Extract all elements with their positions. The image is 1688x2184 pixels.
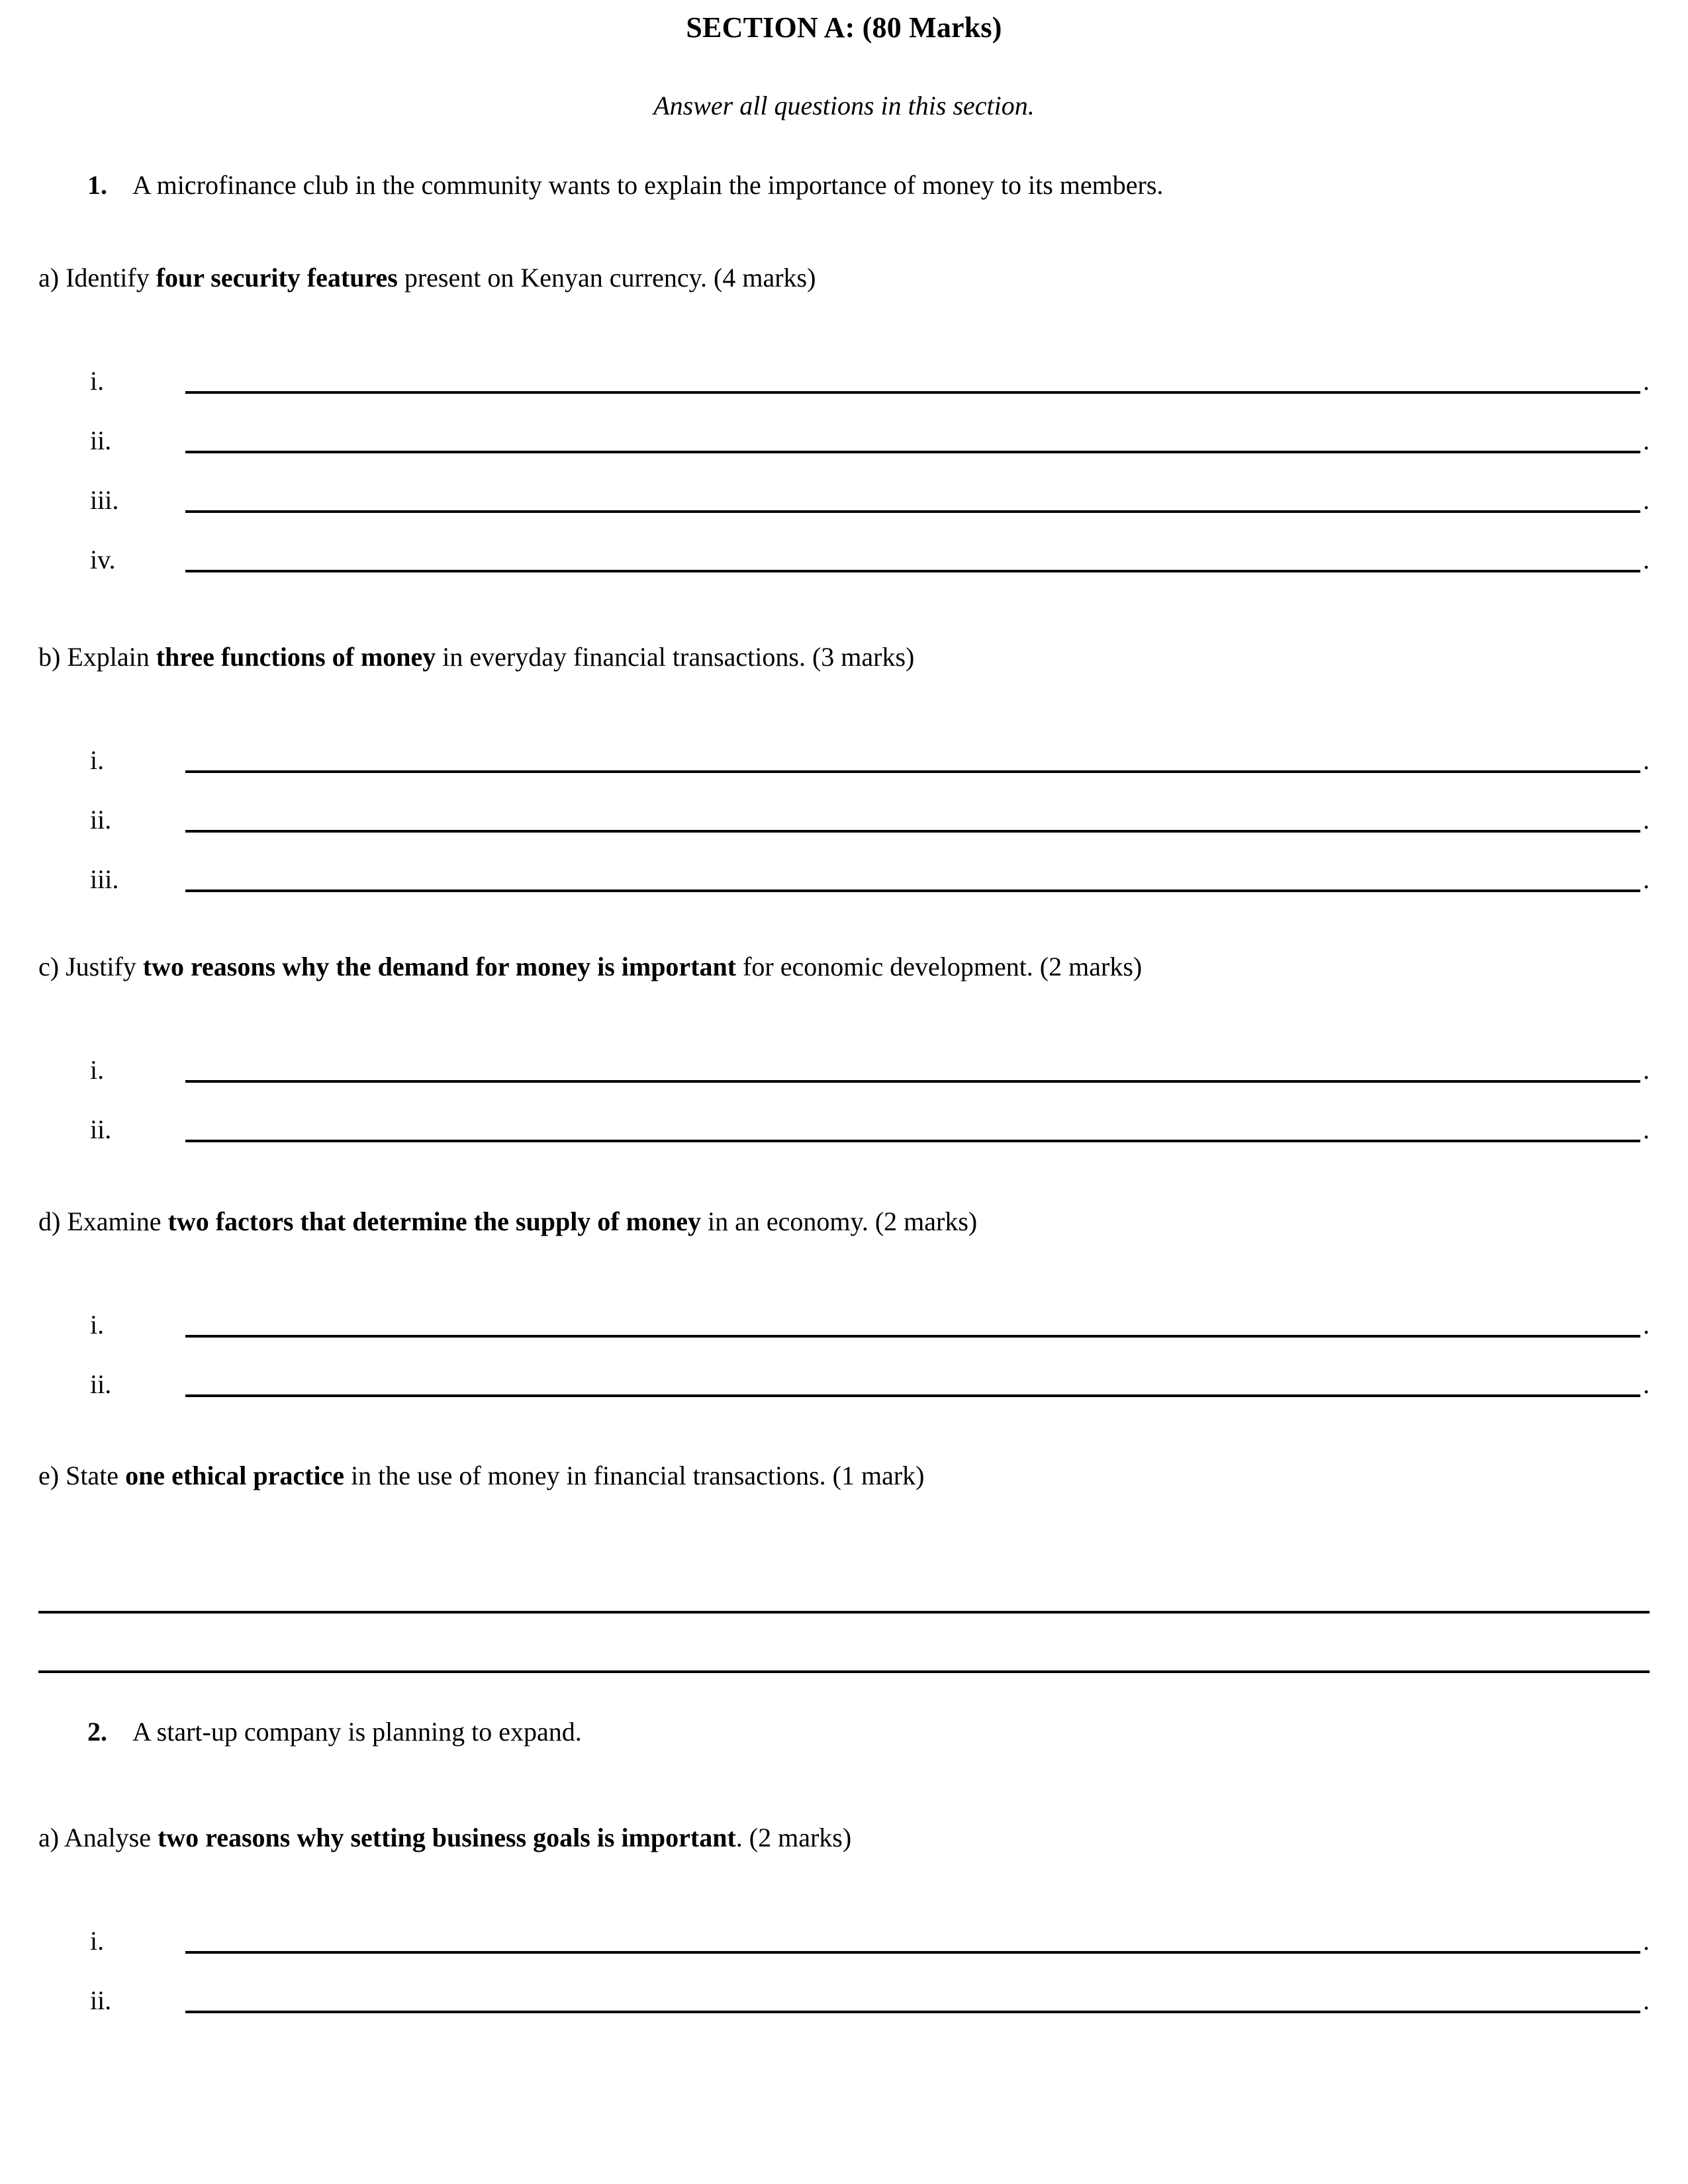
line-terminator: . — [1643, 366, 1650, 396]
part-keyphrase: three functions of money — [156, 642, 436, 672]
part-keyphrase: two reasons why setting business goals is important — [157, 1823, 736, 1852]
roman-numeral: ii. — [90, 1985, 112, 2015]
write-in-rule[interactable] — [185, 1080, 1640, 1083]
line-terminator: . — [1643, 1115, 1650, 1144]
part-label: d) Examine — [38, 1206, 168, 1236]
part-keyphrase: two reasons why the demand for money is important — [142, 952, 737, 981]
write-in-rule[interactable] — [38, 1670, 1650, 1673]
roman-numeral: i. — [90, 366, 105, 396]
section-instruction: Answer all questions in this section. — [653, 91, 1035, 120]
question-part-a — [38, 1821, 851, 1854]
part-label: a) Analyse — [38, 1823, 158, 1852]
write-in-rule[interactable] — [185, 570, 1640, 572]
roman-numeral: iii. — [90, 485, 119, 515]
line-terminator: . — [1643, 426, 1650, 455]
roman-numeral: ii. — [90, 1369, 112, 1399]
answer-line[interactable] — [38, 426, 1650, 456]
roman-numeral: i. — [90, 1055, 105, 1085]
part-keyphrase: four security features — [156, 263, 398, 293]
answer-line[interactable] — [38, 1369, 1650, 1400]
line-terminator: . — [1643, 745, 1650, 775]
write-in-rule[interactable] — [185, 830, 1640, 833]
part-label: b) Explain — [38, 642, 156, 672]
line-terminator: . — [1643, 805, 1650, 835]
question-stem — [87, 169, 1163, 202]
question-stem — [87, 1715, 582, 1749]
question-part-a — [38, 261, 816, 295]
part-label: a) Identify — [38, 263, 156, 293]
roman-numeral: iv. — [90, 545, 116, 574]
part-keyphrase: one ethical practice — [125, 1461, 345, 1490]
answer-line[interactable] — [38, 545, 1650, 575]
write-in-rule[interactable] — [185, 451, 1640, 453]
roman-numeral: i. — [90, 1926, 105, 1956]
answer-line[interactable] — [38, 1985, 1650, 2016]
part-tail: present on Kenyan currency. (4 marks) — [397, 263, 816, 293]
part-label: c) Justify — [38, 952, 143, 981]
roman-numeral: ii. — [90, 1115, 112, 1144]
line-terminator: . — [1643, 1985, 1650, 2015]
line-terminator: . — [1643, 1926, 1650, 1956]
line-terminator: . — [1643, 1369, 1650, 1399]
answer-line[interactable] — [38, 805, 1650, 835]
page-title: SECTION A: (80 Marks) — [686, 11, 1002, 44]
write-in-rule[interactable] — [185, 510, 1640, 513]
line-terminator: . — [1643, 545, 1650, 574]
roman-numeral: ii. — [90, 426, 112, 455]
write-in-rule[interactable] — [185, 1394, 1640, 1397]
line-terminator: . — [1643, 485, 1650, 515]
part-tail: in everyday financial transactions. (3 marks) — [436, 642, 915, 672]
question-part-b — [38, 641, 914, 674]
answer-line[interactable] — [38, 366, 1650, 396]
line-terminator: . — [1643, 1310, 1650, 1340]
roman-numeral: i. — [90, 1310, 105, 1340]
part-tail: for economic development. (2 marks) — [736, 952, 1143, 981]
question-part-e — [38, 1459, 924, 1492]
answer-line[interactable] — [38, 485, 1650, 516]
part-keyphrase: two factors that determine the supply of money — [167, 1206, 701, 1236]
part-tail: in the use of money in financial transactions. (1 mark) — [344, 1461, 925, 1490]
question-number: 1. — [87, 170, 107, 200]
answer-line[interactable] — [38, 1115, 1650, 1145]
roman-numeral: iii. — [90, 864, 119, 894]
question-stem-text: A microfinance club in the community wants to explain the importance of money to its members. — [132, 170, 1164, 200]
write-in-rule[interactable] — [185, 2011, 1640, 2013]
question-stem-text: A start-up company is planning to expand. — [132, 1717, 582, 1747]
line-terminator: . — [1643, 864, 1650, 894]
answer-line[interactable] — [38, 1055, 1650, 1085]
line-terminator: . — [1643, 1055, 1650, 1085]
part-tail: in an economy. (2 marks) — [700, 1206, 978, 1236]
question-part-d — [38, 1205, 977, 1238]
write-in-rule[interactable] — [38, 1611, 1650, 1614]
roman-numeral: i. — [90, 745, 105, 775]
write-in-rule[interactable] — [185, 770, 1640, 773]
part-label: e) State — [38, 1461, 126, 1490]
answer-line[interactable] — [38, 1926, 1650, 1956]
write-in-rule[interactable] — [185, 1140, 1640, 1142]
part-tail: . (2 marks) — [735, 1823, 852, 1852]
roman-numeral: ii. — [90, 805, 112, 835]
write-in-rule[interactable] — [185, 889, 1640, 892]
question-part-c — [38, 950, 1142, 983]
write-in-rule[interactable] — [185, 1951, 1640, 1954]
question-number: 2. — [87, 1717, 107, 1747]
write-in-rule[interactable] — [185, 391, 1640, 394]
answer-line[interactable] — [38, 864, 1650, 895]
answer-line[interactable] — [38, 745, 1650, 776]
answer-line[interactable] — [38, 1310, 1650, 1340]
write-in-rule[interactable] — [185, 1335, 1640, 1338]
